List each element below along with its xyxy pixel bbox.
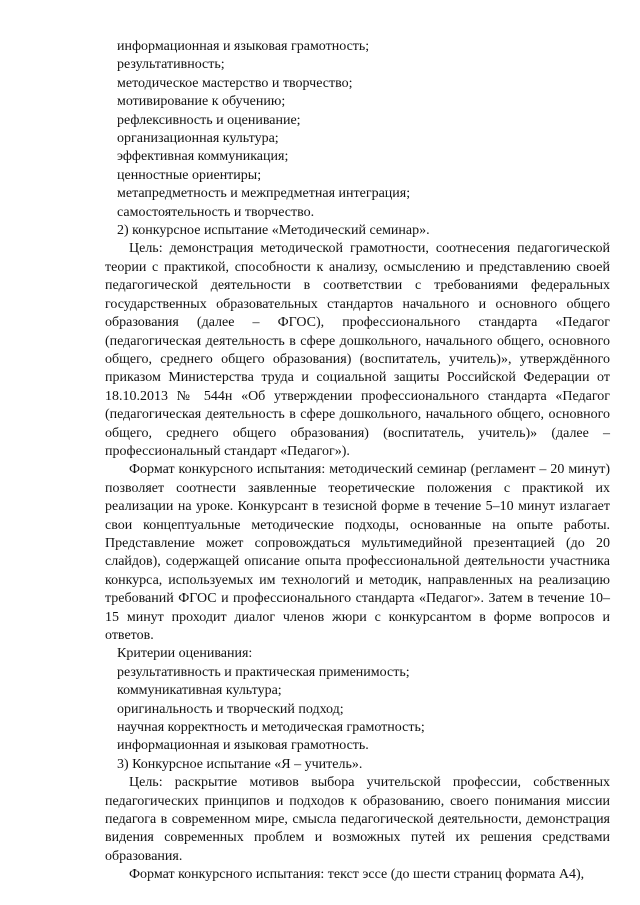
list-item: методическое мастерство и творчество;: [117, 75, 353, 91]
section-3-format: Формат конкурсного испытания: текст эссе (до шести страниц формата А4),: [129, 867, 585, 883]
list-item: мотивирование к обучению;: [117, 94, 286, 110]
list-item: оригинальность и творческий подход;: [117, 701, 344, 717]
list-item: информационная и языковая грамотность.: [117, 738, 369, 754]
list-item: коммуникативная культура;: [117, 683, 282, 699]
section-3-goal: Цель: раскрытие мотивов выбора учительской профессии, собственных педагогических принципов и подходов к образованию, своего понимания миссии педагога в современном мире, смысла педагогической деятельности, демонстрация видения современных проблем и возможных путей их решения средствами образования.: [105, 775, 610, 864]
list-item: самостоятельность и творчество.: [117, 204, 315, 220]
criteria-list-1: [105, 38, 610, 222]
list-item: рефлексивность и оценивание;: [117, 112, 301, 128]
section-2-format: Формат конкурсного испытания: методический семинар (регламент – 20 минут) позволяет соотнести заявленные теоретические положения с практикой их реализации на уроке. Конкурсант в тезисной форме в течение 5–10 минут излагает свои концептуальные методические подходы, основанные на опыте работы. Представление может сопровождаться мультимедийной презентацией (до 20 слайдов), содержащей описание опыта профессиональной деятельности участника конкурса, используемых им технологий и методик, направленных на реализацию требований ФГОС и профессионального стандарта «Педагог». Затем в течение 10–15 минут проходит диалог членов жюри с конкурсантом в форме вопросов и ответов.: [105, 462, 610, 643]
list-item: метапредметность и межпредметная интеграция;: [117, 186, 411, 202]
list-item: результативность;: [117, 57, 225, 73]
list-item: ценностные ориентиры;: [117, 167, 262, 183]
section-2-title: 2) конкурсное испытание «Методический семинар».: [117, 223, 430, 239]
criteria-list-2: [105, 664, 610, 756]
list-item: научная корректность и методическая грамотность;: [117, 720, 425, 736]
list-item: результативность и практическая применимость;: [117, 664, 410, 680]
list-item: эффективная коммуникация;: [117, 149, 289, 165]
criteria-title: Критерии оценивания:: [117, 646, 253, 662]
section-3-title: 3) Конкурсное испытание «Я – учитель».: [117, 756, 363, 772]
list-item: информационная и языковая грамотность;: [117, 39, 370, 54]
section-2-goal: Цель: демонстрация методической грамотности, соотнесения педагогической теории с практикой, способности к анализу, осмыслению и представлению своей педагогической деятельности в соответствии с требованиями федеральных государственных образовательных стандартов начального и основного общего образования (далее – ФГОС), профессионального стандарта «Педагог (педагогическая деятельность в сфере дошкольного, начального общего, основного общего, среднего общего образования) (воспитатель, учитель)», утверждённого приказом Министерства труда и социальной защиты Российской Федерации от 18.10.2013 № 544н «Об утверждении профессионального стандарта «Педагог (педагогическая деятельность в сфере дошкольного, начального общего, основного общего, среднего общего образования) (воспитатель, учитель)» (далее – профессиональный стандарт «Педагог»).: [105, 241, 610, 459]
list-item: организационная культура;: [117, 131, 279, 147]
